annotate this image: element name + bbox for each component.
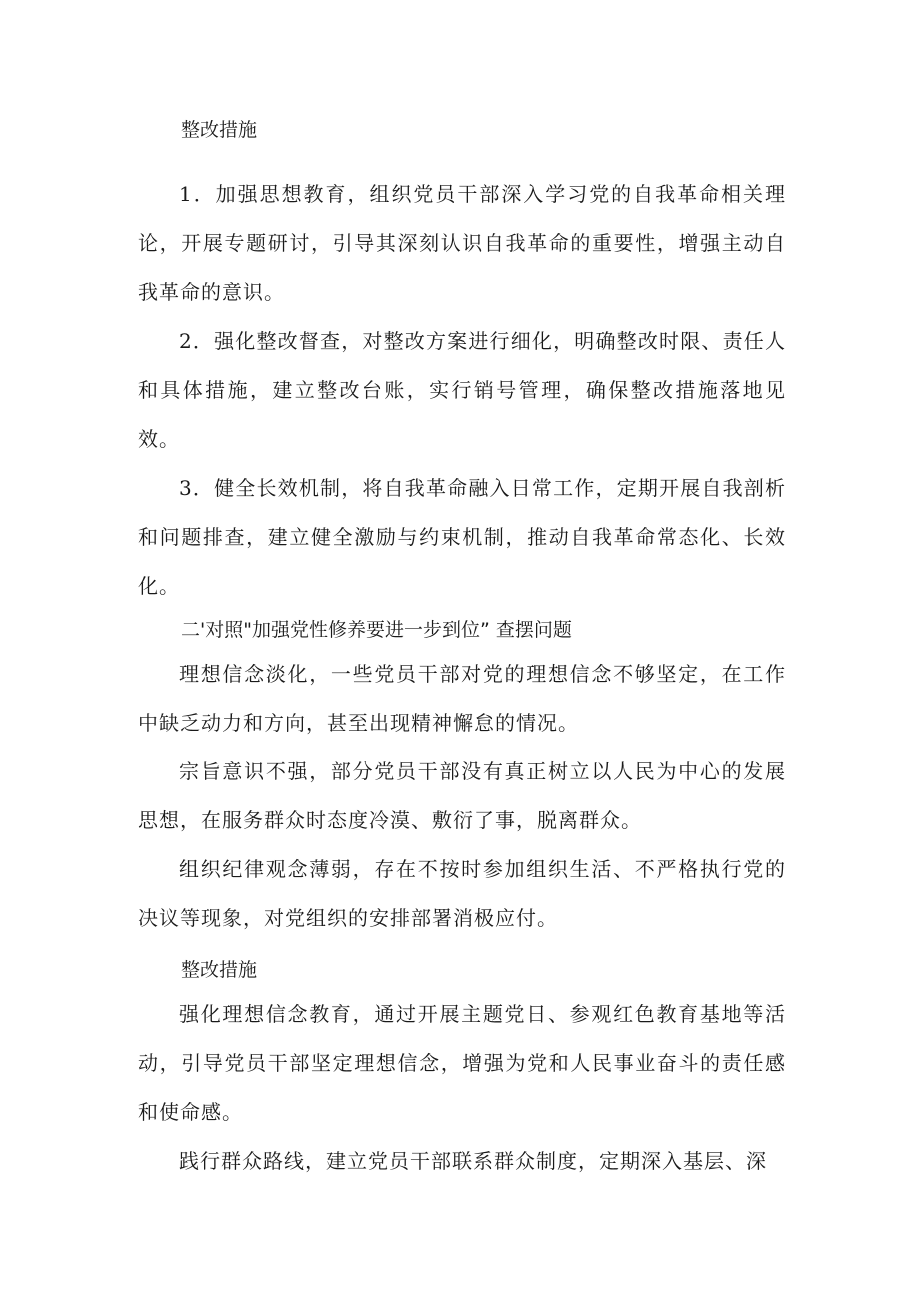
problem-item-2: 宗旨意识不强，部分党员干部没有真正树立以人民为中心的发展思想，在服务群众时态度冷漠、敷衍了事，脱离群众。 [138, 759, 786, 832]
section-heading-rectification-measures: 整改措施 [181, 119, 258, 141]
measure-item-2: 2．强化整改督查，对整改方案进行细化，明确整改时限、责任人和具体措施，建立整改台账，实行销号管理，确保整改措施落地见效。 [138, 329, 786, 451]
measure-item-4: 强化理想信念教育，通过开展主题党日、参观红色教育基地等活动，引导党员干部坚定理想信念，增强为党和人民事业奋斗的责任感和使命感。 [138, 1002, 786, 1124]
problem-item-3: 组织纪律观念薄弱，存在不按时参加组织生活、不严格执行党的决议等现象，对党组织的安排部署消极应付。 [138, 857, 786, 930]
measure-item-5: 践行群众路线，建立党员干部联系群众制度，定期深入基层、深 [179, 1149, 767, 1173]
section-heading-rectification-measures-2: 整改措施 [181, 959, 258, 981]
measure-item-3: 3．健全长效机制，将自我革命融入日常工作，定期开展自我剖析和问题排查，建立健全激励与约束机制，推动自我革命常态化、长效化。 [138, 476, 786, 598]
section-heading-party-spirit: 二'对照"加强党性修养要进一步到位” 查摆问题 [181, 619, 572, 641]
measure-item-1: 1．加强思想教育，组织党员干部深入学习党的自我革命相关理论，开展专题研讨，引导其深刻认识自我革命的重要性，增强主动自我革命的意识。 [138, 182, 786, 304]
problem-item-1: 理想信念淡化，一些党员干部对党的理想信念不够坚定，在工作中缺乏动力和方向，甚至出现精神懈怠的情况。 [138, 662, 786, 735]
